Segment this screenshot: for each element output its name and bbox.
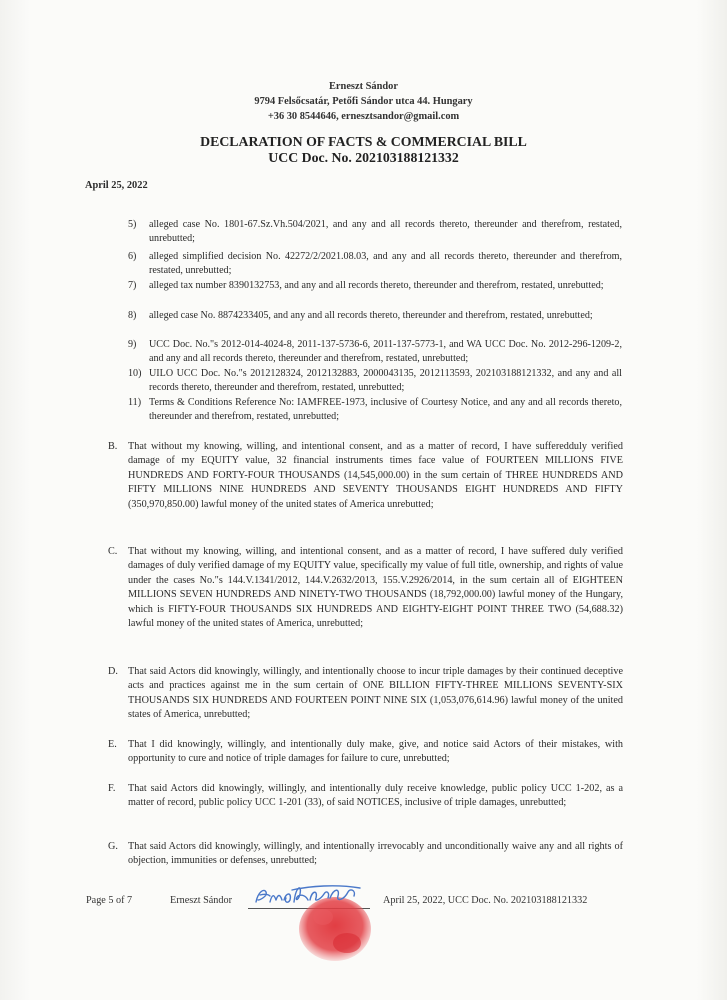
list-item-number: 10) xyxy=(128,368,142,379)
list-item-number: 7) xyxy=(128,280,137,291)
paragraph-text: That without my knowing, willing, and intentional consent, and as a matter of record, I have sufferedduly verified damage of my EQUITY value, 32 financial instruments times face value of FOURTEEN MILLIONS FIVE HUNDREDS AND FORTY-FOUR THOUSANDS (14,545,000.00) in the sum certain of THREE HUNDREDS AND FIFTY MILLIONS NINE HUNDREDS AND SEVENTY THOUSANDS EIGHT HUNDREDS AND FIFTY (350,970,850.00) lawful money of the united states of America unrebutted; xyxy=(128,441,623,510)
paragraph-d xyxy=(108,665,623,723)
footer-name: Erneszt Sándor xyxy=(170,895,232,906)
list-item-text: Terms & Conditions Reference No: IAMFREE-1973, inclusive of Courtesy Notice, and any and all records thereto, thereunder and therefrom, restated, unrebutted; xyxy=(149,397,622,423)
list-item-number: 8) xyxy=(128,310,137,321)
paragraph-text: That said Actors did knowingly, willingly, and intentionally irrevocably and unconditionally waive any and all rights of objection, immunities or defenses, unrebutted; xyxy=(128,841,623,867)
list-item-number: 9) xyxy=(128,339,137,350)
list-item-text: alleged case No. 1801-67.Sz.Vh.504/2021, and any and all records thereto, thereunder and therefrom, restated, unrebutted; xyxy=(149,219,622,245)
paragraph-text: That said Actors did knowingly, willingly, and intentionally choose to incur triple damages by their continued deceptive acts and practices against me in the sum certain of ONE BILLION FIFTY-THREE MILLIONS SEVENTY-SIX THOUSANDS SIX HUNDREDS AND FOURTEEN POINT NINE SIX (1,053,076,614.96) lawful money of the united states of America, unrebutted; xyxy=(128,666,623,721)
paragraph-c xyxy=(108,545,623,631)
page-number: Page 5 of 7 xyxy=(86,895,133,906)
paragraph-b xyxy=(108,440,623,512)
paragraph-letter: F. xyxy=(108,783,116,794)
document-date: April 25, 2022 xyxy=(85,180,148,191)
paragraph-letter: D. xyxy=(108,666,118,677)
list-item xyxy=(130,250,622,279)
list-item-text: alleged simplified decision No. 42272/2/2021.08.03, and any and all records thereto, thereunder and therefrom, restated, unrebutted; xyxy=(149,251,622,277)
paragraph-letter: C. xyxy=(108,546,118,557)
paragraph-text: That said Actors did knowingly, willingly, and intentionally duly receive knowledge, public policy UCC 1-202, as a matter of record, public policy UCC 1-201 (33), of said NOTICES, inclusive of triple damages, unrebutted; xyxy=(128,783,623,809)
list-item-text: alleged case No. 8874233405, and any and all records thereto, thereunder and therefrom, restated, unrebutted; xyxy=(149,310,593,321)
document-title: DECLARATION OF FACTS & COMMERCIAL BILL xyxy=(200,134,527,149)
list-item xyxy=(130,309,622,323)
paragraph-text: That I did knowingly, willingly, and intentionally duly make, give, and notice said Actors of their mistakes, with opportunity to cure and notice of triple damages for failure to cure, unrebutted; xyxy=(128,739,623,765)
paragraph-letter: G. xyxy=(108,841,118,852)
sender-name: Erneszt Sándor xyxy=(329,81,398,92)
paragraph-g xyxy=(108,840,623,869)
paragraph-letter: B. xyxy=(108,441,118,452)
list-item xyxy=(130,279,622,293)
list-item-number: 11) xyxy=(128,397,142,408)
list-item xyxy=(130,338,622,367)
list-item xyxy=(130,367,622,396)
handwritten-signature xyxy=(250,880,370,910)
paragraph-letter: E. xyxy=(108,739,117,750)
paragraph-e xyxy=(108,738,623,767)
list-item xyxy=(130,218,622,247)
document-title-doc-no: UCC Doc. No. 202103188121332 xyxy=(268,150,459,165)
paragraph-f xyxy=(108,782,623,811)
list-item xyxy=(130,396,622,425)
paragraph-text: That without my knowing, willing, and intentional consent, and as a matter of record, I have suffered duly verified damages of duly verified damage of my EQUITY value, specifically my value of full title, ownership, and rights of value under the cases No."s 144.V.1341/2012, 144.V.2632/2013, 155.V.2926/2014, in the sum certain all of EIGHTEEN MILLIONS SEVEN HUNDREDS AND NINETY-TWO THOUSANDS (18,792,000.00) lawful money of the Hungary, which is FIFTY-FOUR THOUSANDS SIX HUNDREDS AND EIGHTY-EIGHT POINT THREE TWO (54,688.32) lawful money of the united states of America, unrebutted; xyxy=(128,546,623,630)
list-item-number: 6) xyxy=(128,251,137,262)
sender-contact: +36 30 8544646, ernesztsandor@gmail.com xyxy=(267,111,460,122)
sender-address: 9794 Felsőcsatár, Petőfi Sándor utca 44. Hungary xyxy=(254,96,473,107)
list-item-text: UILO UCC Doc. No."s 2012128324, 2012132883, 2000043135, 2012113593, 202103188121332, and any and all records thereto, thereunder and therefrom, restated, unrebutted; xyxy=(149,368,622,394)
list-item-number: 5) xyxy=(128,219,137,230)
list-item-text: alleged tax number 8390132753, and any and all records thereto, thereunder and therefrom, restated, unrebutted; xyxy=(149,280,604,291)
footer-date-doc-no: April 25, 2022, UCC Doc. No. 202103188121332 xyxy=(383,895,588,906)
list-item-text: UCC Doc. No."s 2012-014-4024-8, 2011-137-5736-6, 2011-137-5773-1, and WA UCC Doc. No. 2012-296-1209-2, and any and all records thereto, thereunder and therefrom, restated, unrebutted; xyxy=(149,339,622,365)
